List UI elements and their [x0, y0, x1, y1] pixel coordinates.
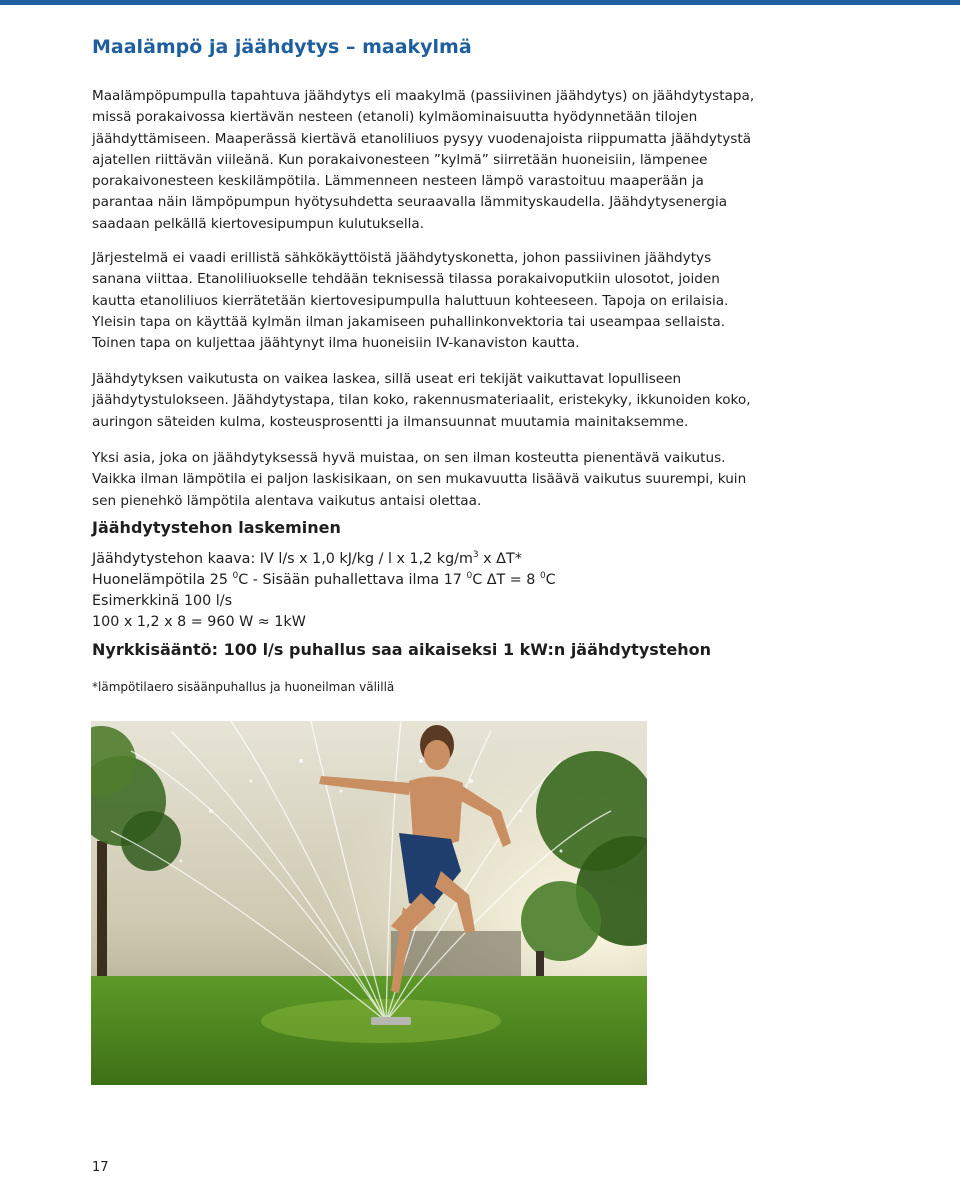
paragraph-line: Vaikka ilman lämpötila ei paljon laskisikaan, on sen mukavuutta lisäävä vaikutus suurempi, kuin: [92, 471, 747, 488]
paragraph-line: parantaa näin lämpöpumpun hyötysuhdetta seuraavalla lämmityskaudella. Jäähdytysenergia: [92, 194, 728, 211]
formula-line: 100 x 1,2 x 8 = 960 W ≈ 1kW: [92, 614, 306, 630]
paragraph-humidity: [92, 448, 952, 512]
paragraph-line: missä porakaivossa kiertävän nesteen (etanoli) kylmäominaisuutta hyödynnetään tilojen: [92, 109, 698, 126]
paragraph-line: jäähdyttämiseen. Maaperässä kiertävä etanoliliuos pysyy vuodenajoista riippumatta jäähdytystä: [92, 130, 752, 147]
paragraph-line: Jäähdytyksen vaikutusta on vaikea laskea, sillä useat eri tekijät vaikuttavat lopulliseen: [92, 371, 682, 387]
formula-text: Huonelämpötila 25: [92, 572, 233, 588]
page-number: 17: [92, 1160, 109, 1175]
formula-text: x ΔT*: [478, 551, 522, 567]
formula-block: [92, 549, 952, 633]
paragraph-factors: [92, 369, 952, 433]
superscript: 0: [232, 571, 239, 581]
paragraph-line: Yksi asia, joka on jäähdytyksessä hyvä muistaa, on sen ilman kosteutta pienentävä vaikutus.: [92, 450, 726, 466]
paragraph-line: Maalämpöpumpulla tapahtuva jäähdytys eli maakylmä (passiivinen jäähdytys) on jäähdytystapa,: [92, 88, 755, 104]
top-accent-bar: [0, 0, 960, 5]
paragraph-line: Yleisin tapa on käyttää kylmän ilman jakamiseen puhallinkonvektoria tai useampaa sellaista.: [92, 313, 726, 330]
paragraph-line: sanana viittaa. Etanoliliuokselle tehdään teknisessä tilassa porakaivoputkiin ulosotot, joiden: [92, 271, 720, 288]
paragraph-line: jäähdytystulokseen. Jäähdytystapa, tilan koko, rakennusmateriaalit, eristekyky, ikkunoiden koko,: [92, 392, 751, 409]
paragraph-line: auringon säteiden kulma, kosteusprosentti ja ilmansuunnat muutamia mainitaksemme.: [92, 413, 689, 430]
superscript: 0: [539, 571, 546, 581]
formula-line: Esimerkkinä 100 l/s: [92, 593, 233, 609]
paragraph-system: [92, 248, 952, 354]
formula-text: C ΔT = 8: [472, 572, 540, 588]
rule-of-thumb: Nyrkkisääntö: 100 l/s puhallus saa aikaiseksi 1 kW:n jäähdytystehon: [92, 640, 712, 659]
paragraph-intro: [92, 86, 952, 235]
section-heading: Jäähdytystehon laskeminen: [92, 518, 341, 537]
superscript: 0: [466, 571, 473, 581]
sprinkler-photo: [91, 721, 647, 1085]
paragraph-line: porakaivonesteen keskilämpötila. Lämmenneen nesteen lämpö varastoituu maaperään ja: [92, 173, 704, 190]
paragraph-line: sen pienehkö lämpötila alentava vaikutus antaisi olettaa.: [92, 492, 482, 509]
footnote: *lämpötilaero sisäänpuhallus ja huoneilman välillä: [92, 680, 395, 694]
formula-line: [92, 549, 952, 570]
paragraph-line: ajatellen riittävän viileänä. Kun porakaivonesteen ”kylmä” siirretään huoneisiin, lämpenee: [92, 151, 708, 168]
paragraph-line: Toinen tapa on kuljettaa jäähtynyt ilma huoneisiin IV-kanaviston kautta.: [92, 335, 580, 352]
formula-text: C - Sisään puhallettava ilma 17: [238, 572, 467, 588]
paragraph-line: kautta etanoliliuos kierrätetään kiertovesipumpulla haluttuun kohteeseen. Tapoja on erilaisia.: [92, 292, 729, 309]
paragraph-line: saadaan pelkällä kiertovesipumpun kulutuksella.: [92, 215, 425, 232]
formula-text: Jäähdytystehon kaava: IV l/s x 1,0 kJ/kg / l x 1,2 kg/m: [92, 551, 473, 567]
formula-line: [92, 570, 952, 591]
paragraph-line: Järjestelmä ei vaadi erillistä sähkökäyttöistä jäähdytyskonetta, johon passiivinen jäähdytys: [92, 250, 712, 266]
superscript: 3: [472, 550, 479, 560]
formula-text: C: [545, 572, 556, 588]
page-title: Maalämpö ja jäähdytys – maakylmä: [92, 36, 472, 58]
